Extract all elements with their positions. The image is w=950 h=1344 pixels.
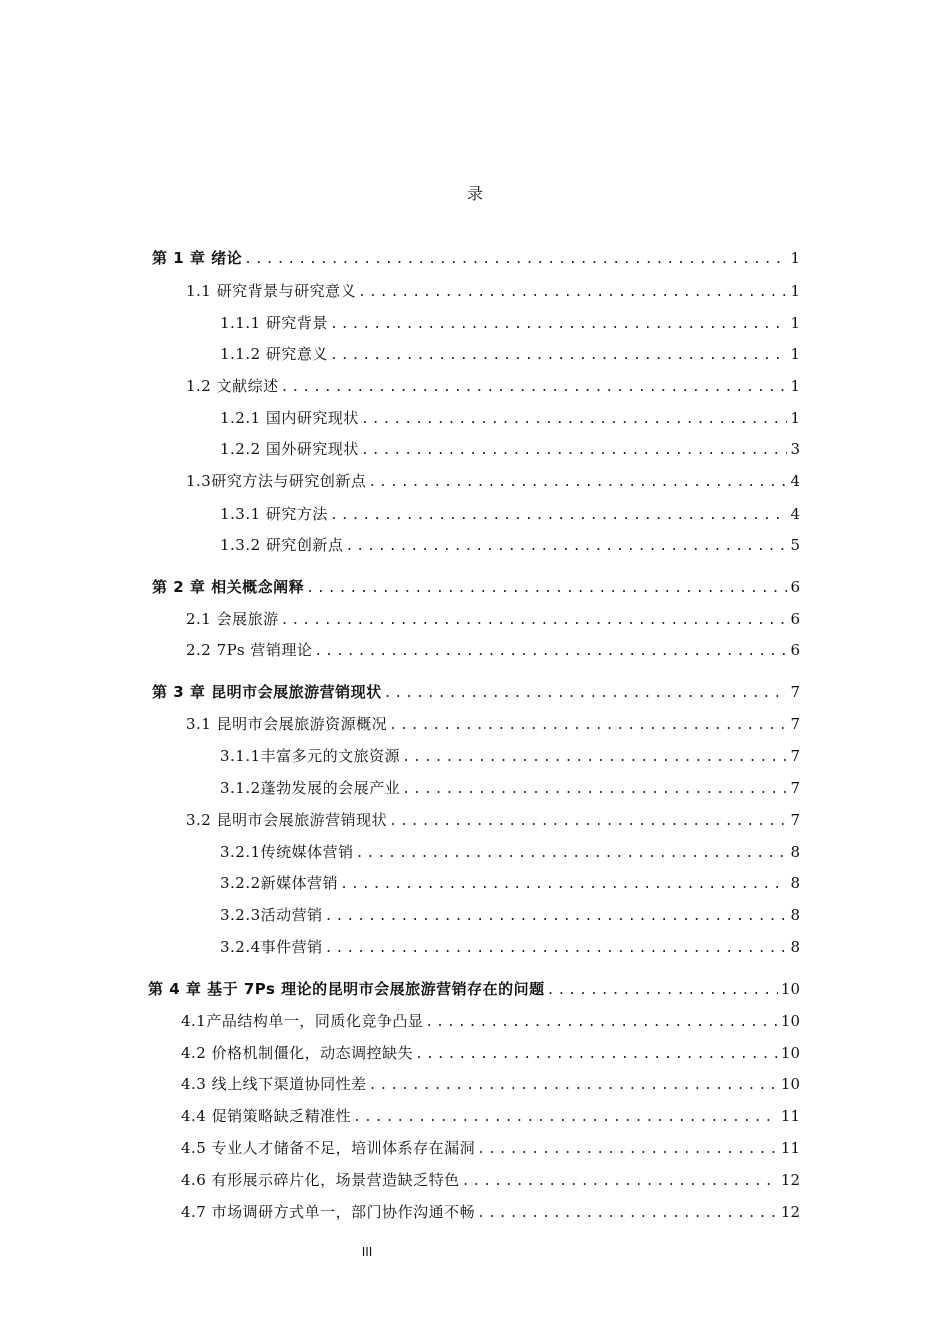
toc-entry-label: 2.1 会展旅游	[186, 610, 279, 628]
toc-leader-dots	[353, 1106, 778, 1130]
toc-leader-dots	[330, 344, 788, 368]
toc-entry-page: 1	[790, 282, 800, 300]
toc-entry-page: 4	[790, 505, 800, 523]
toc-section-entry[interactable]	[186, 638, 800, 662]
toc-entry-label: 1.1.1 研究背景	[220, 314, 328, 332]
toc-leader-dots	[477, 1138, 778, 1162]
toc-section-entry[interactable]	[181, 1168, 800, 1192]
toc-section-entry[interactable]	[186, 712, 800, 736]
toc-entry-label: 1.3.1 研究方法	[220, 505, 328, 523]
toc-leader-dots	[368, 471, 787, 495]
toc-entry-page: 7	[790, 811, 800, 829]
toc-entry-page: 7	[790, 779, 800, 797]
toc-leader-dots	[281, 376, 788, 400]
toc-entry-page: 11	[780, 1107, 800, 1125]
toc-subsection-entry[interactable]	[220, 437, 800, 461]
toc-entry-page: 6	[790, 610, 800, 628]
toc-entry-page: 7	[790, 747, 800, 765]
toc-section-entry[interactable]	[181, 1041, 800, 1065]
toc-entry-page: 6	[790, 641, 800, 659]
toc-leader-dots	[330, 313, 788, 337]
toc-leader-dots	[340, 873, 787, 897]
toc-subsection-entry[interactable]	[220, 903, 800, 927]
toc-entry-label: 3.2 昆明市会展旅游营销现状	[186, 811, 388, 829]
toc-subsection-entry[interactable]	[220, 744, 800, 768]
toc-entry-label: 4.6 有形展示碎片化，场景营造缺乏特色	[181, 1171, 460, 1189]
toc-leader-dots	[306, 577, 787, 601]
toc-subsection-entry[interactable]	[220, 935, 800, 959]
toc-entry-page: 10	[780, 1012, 800, 1030]
toc-section-entry[interactable]	[186, 469, 800, 493]
toc-entry-label: 4.7 市场调研方式单一，部门协作沟通不畅	[181, 1203, 476, 1221]
toc-entry-label: 1.3.2 研究创新点	[220, 536, 344, 554]
toc-leader-dots	[389, 810, 787, 834]
toc-entry-label: 1.1 研究背景与研究意义	[186, 282, 357, 300]
toc-leader-dots	[330, 504, 788, 528]
toc-entry-page: 8	[790, 874, 800, 892]
toc-entry-label: 3.2.4事件营销	[220, 938, 323, 956]
toc-entry-label: 1.3研究方法与研究创新点	[186, 472, 367, 490]
toc-entry-label: 2.2 7Ps 营销理论	[186, 641, 313, 659]
toc-entry-page: 3	[790, 440, 800, 458]
toc-section-entry[interactable]	[186, 279, 800, 303]
toc-entry-page: 7	[790, 715, 800, 733]
toc-leader-dots	[325, 905, 788, 929]
toc-entry-page: 1	[790, 314, 800, 332]
toc-section-entry[interactable]	[181, 1136, 800, 1160]
page-title: 录	[466, 184, 483, 203]
toc-entry-page: 6	[790, 578, 800, 596]
toc-leader-dots	[547, 979, 778, 1003]
toc-entry-page: 8	[790, 906, 800, 924]
toc-section-entry[interactable]	[181, 1009, 800, 1033]
toc-leader-dots	[345, 535, 787, 559]
toc-entry-label: 1.2.2 国外研究现状	[220, 440, 359, 458]
toc-entry-page: 8	[790, 938, 800, 956]
toc-chapter-entry[interactable]	[152, 246, 800, 270]
toc-entry-label: 1.2.1 国内研究现状	[220, 409, 359, 427]
toc-entry-page: 10	[780, 1044, 800, 1062]
toc-entry-label: 3.1.2蓬勃发展的会展产业	[220, 779, 401, 797]
toc-leader-dots	[415, 1043, 778, 1067]
toc-section-entry[interactable]	[186, 607, 800, 631]
toc-chapter-entry[interactable]	[148, 977, 800, 1001]
toc-leader-dots	[356, 842, 788, 866]
toc-entry-label: 第 3 章 昆明市会展旅游营销现状	[152, 683, 382, 701]
toc-leader-dots	[477, 1202, 778, 1226]
toc-leader-dots	[402, 746, 787, 770]
toc-chapter-entry[interactable]	[152, 680, 800, 704]
toc-entry-page: 12	[780, 1203, 800, 1221]
toc-entry-page: 1	[790, 345, 800, 363]
toc-entry-label: 4.5 专业人才储备不足，培训体系存在漏洞	[181, 1139, 476, 1157]
toc-entry-page: 4	[790, 472, 800, 490]
toc-leader-dots	[314, 640, 787, 664]
toc-entry-label: 1.1.2 研究意义	[220, 345, 328, 363]
toc-subsection-entry[interactable]	[220, 871, 800, 895]
toc-entry-label: 3.2.1传统媒体营销	[220, 843, 354, 861]
toc-leader-dots	[361, 439, 788, 463]
toc-section-entry[interactable]	[181, 1072, 800, 1096]
toc-subsection-entry[interactable]	[220, 533, 800, 557]
toc-leader-dots	[358, 281, 787, 305]
toc-leader-dots	[361, 408, 788, 432]
toc-leader-dots	[281, 609, 788, 633]
toc-entry-page: 1	[790, 377, 800, 395]
toc-entry-label: 4.2 价格机制僵化，动态调控缺失	[181, 1044, 414, 1062]
toc-entry-label: 第 4 章 基于 7Ps 理论的昆明市会展旅游营销存在的问题	[148, 980, 545, 998]
toc-entry-page: 7	[790, 683, 800, 701]
toc-entry-label: 4.4 促销策略缺乏精准性	[181, 1107, 352, 1125]
toc-entry-label: 3.2.3活动营销	[220, 906, 323, 924]
toc-section-entry[interactable]	[186, 808, 800, 832]
toc-entry-label: 第 1 章 绪论	[152, 249, 243, 267]
toc-subsection-entry[interactable]	[220, 406, 800, 430]
toc-leader-dots	[384, 682, 788, 706]
toc-leader-dots	[462, 1170, 778, 1194]
toc-subsection-entry[interactable]	[220, 342, 800, 366]
toc-entry-label: 第 2 章 相关概念阐释	[152, 578, 305, 596]
toc-leader-dots	[244, 248, 787, 272]
toc-chapter-entry[interactable]	[152, 575, 800, 599]
toc-entry-page: 5	[790, 536, 800, 554]
toc-entry-page: 11	[780, 1139, 800, 1157]
toc-entry-label: 4.1产品结构单一，同质化竞争凸显	[181, 1012, 424, 1030]
toc-section-entry[interactable]	[181, 1200, 800, 1224]
toc-entry-page: 10	[780, 980, 800, 998]
toc-subsection-entry[interactable]	[220, 840, 800, 864]
toc-section-entry[interactable]	[186, 374, 800, 398]
toc-entry-label: 4.3 线上线下渠道协同性差	[181, 1075, 367, 1093]
toc-subsection-entry[interactable]	[220, 776, 800, 800]
toc-entry-page: 1	[790, 249, 800, 267]
toc-entry-label: 1.2 文献综述	[186, 377, 279, 395]
toc-entry-page: 1	[790, 409, 800, 427]
toc-entry-label: 3.1.1丰富多元的文旅资源	[220, 747, 401, 765]
toc-subsection-entry[interactable]	[220, 502, 800, 526]
toc-subsection-entry[interactable]	[220, 311, 800, 335]
toc-leader-dots	[389, 714, 787, 738]
footer-page-number: III	[361, 1245, 373, 1259]
toc-leader-dots	[325, 937, 788, 961]
toc-entry-label: 3.2.2新媒体营销	[220, 874, 339, 892]
toc-leader-dots	[369, 1074, 778, 1098]
toc-leader-dots	[425, 1011, 778, 1035]
toc-leader-dots	[402, 778, 787, 802]
toc-entry-page: 12	[780, 1171, 800, 1189]
toc-entry-label: 3.1 昆明市会展旅游资源概况	[186, 715, 388, 733]
toc-entry-page: 8	[790, 843, 800, 861]
toc-section-entry[interactable]	[181, 1104, 800, 1128]
toc-entry-page: 10	[780, 1075, 800, 1093]
